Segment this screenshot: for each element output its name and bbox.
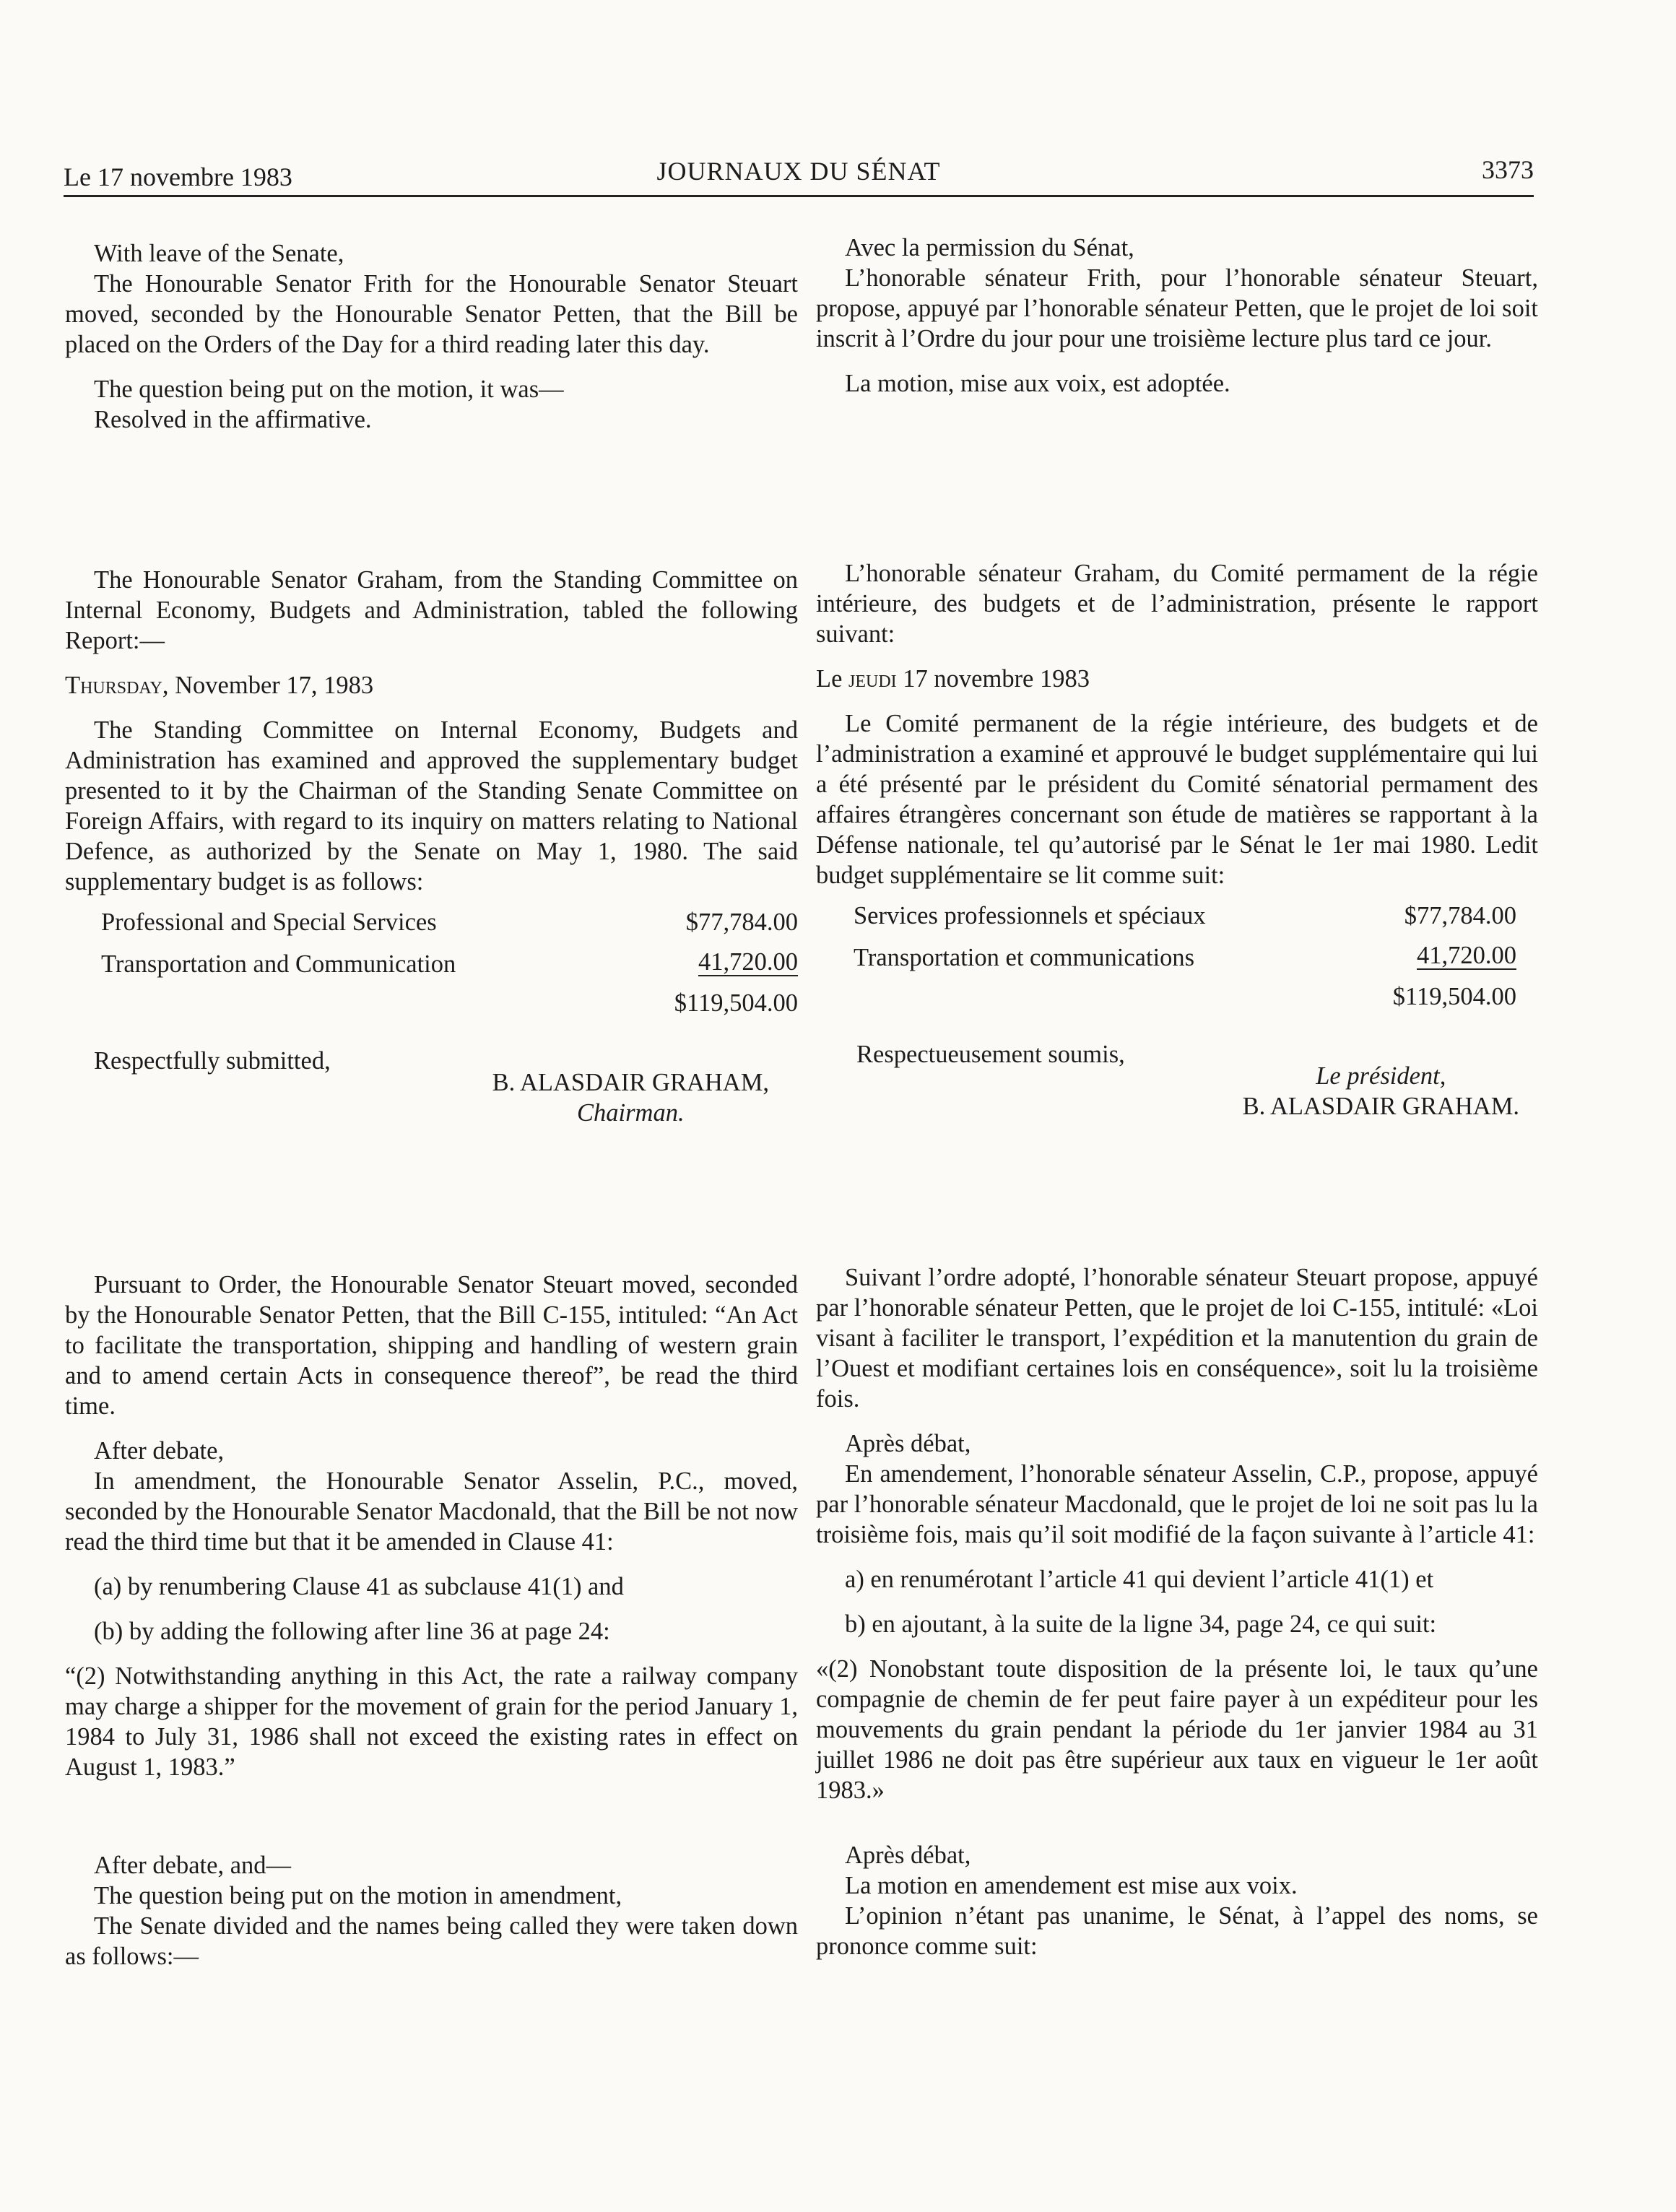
fr-signature-block <box>816 1039 1538 1126</box>
fr-budget-2-label: Transportation et communications <box>854 944 1195 971</box>
en-amendment-a: (a) by renumbering Clause 41 as subclause 41(1) and <box>94 1573 624 1600</box>
fr-report-date <box>816 664 1538 694</box>
fr-section-division <box>816 1840 1538 1961</box>
en-budget-2-label: Transportation and Communication <box>101 950 456 978</box>
en-question-put: The question being put on the motion, it was— <box>94 376 564 403</box>
en-report-body: The Standing Committee on Internal Economy, Budgets and Administration has examined and approved the supplementary budget presented to it by the Chairman of the Standing Senate Committee on Foreign Affairs, with regard to its inquiry on matters relating to National Defence, as authorized by the Senate on May 1, 1980. The said supplementary budget is as follows: <box>65 716 798 895</box>
en-budget-row-2 <box>65 949 798 979</box>
en-budget-total: $119,504.00 <box>674 989 798 1017</box>
en-report-date-rest: November 17, 1983 <box>168 672 374 699</box>
en-budget-1-amount: $77,784.00 <box>685 908 798 936</box>
fr-report-date-pre: Le <box>816 665 849 693</box>
en-question-amendment: The question being put on the motion in amendment, <box>94 1882 622 1909</box>
en-signer: B. ALASDAIR GRAHAM, <box>492 1069 769 1096</box>
fr-amendment-motion: En amendement, l’honorable sénateur Asselin, C.P., propose, appuyé par l’honorable sénateur Macdonald, que le projet de loi ne soit pas lu la troisième fois, mais qu’il soit modifié de la façon suivante à l’article 41: <box>816 1460 1538 1548</box>
fr-bill-motion: Suivant l’ordre adopté, l’honorable sénateur Steuart propose, appuyé par l’honorable sénateur Petten, que le projet de loi C-155, intitulé: «Loi visant à faciliter le transport, l’expédition et la manutention du grain de l’Ouest et modifiant certaines lois en conséquence», soit lu la troisième fois. <box>816 1264 1538 1413</box>
fr-report-intro: L’honorable sénateur Graham, du Comité permament de la régie intérieure, des budgets et de l’administration, présente le rapport suivant: <box>816 560 1538 648</box>
en-amendment-motion: In amendment, the Honourable Senator Asselin, P.C., moved, seconded by the Honourable Senator Macdonald, that the Bill be not now read the third time but that it be amended in Clause 41: <box>65 1467 798 1556</box>
page-header <box>64 155 1534 197</box>
fr-budget-total-row <box>816 981 1538 1012</box>
en-senate-divided: The Senate divided and the names being called they were taken down as follows:— <box>65 1912 798 1970</box>
fr-signer-group <box>1243 1061 1519 1122</box>
en-closing: Respectfully submitted, <box>94 1047 331 1075</box>
fr-after-debate: Après débat, <box>845 1430 971 1457</box>
fr-leave-line: Avec la permission du Sénat, <box>845 234 1134 261</box>
header-date: Le 17 novembre 1983 <box>64 162 292 191</box>
fr-budget-row-1 <box>816 901 1538 931</box>
fr-section-report <box>816 558 1538 1126</box>
fr-signer: B. ALASDAIR GRAHAM. <box>1242 1093 1519 1120</box>
en-budget-2-amount: 41,720.00 <box>698 948 798 976</box>
fr-budget-1-label: Services professionnels et spéciaux <box>854 902 1206 929</box>
fr-budget-total: $119,504.00 <box>1392 983 1516 1010</box>
en-resolved: Resolved in the affirmative. <box>94 406 372 433</box>
fr-amendment-b: b) en ajoutant, à la suite de la ligne 34, page 24, ce qui suit: <box>845 1610 1437 1638</box>
fr-signer-title: Le président, <box>1316 1062 1446 1090</box>
fr-motion-adopted: La motion, mise aux voix, est adoptée. <box>845 370 1230 397</box>
fr-amendment-quote: «(2) Nonobstant toute disposition de la présente loi, le taux qu’une compagnie de chemin de fer peut faire payer à un expéditeur pour les mouvements du grain pendant la période du 1er janvier 1984 au 31 juillet 1986 ne doit pas être supérieur aux taux en vigueur le 1er août 1983.» <box>816 1655 1538 1804</box>
header-title: JOURNAUX DU SÉNAT <box>656 157 941 186</box>
fr-budget-2-amount: 41,720.00 <box>1417 942 1516 969</box>
en-after-debate: After debate, <box>94 1437 225 1465</box>
fr-budget-1-amount: $77,784.00 <box>1404 902 1516 929</box>
en-report-intro: The Honourable Senator Graham, from the Standing Committee on Internal Economy, Budgets and Administration, tabled the following Report:— <box>65 566 798 654</box>
en-report-date <box>65 670 798 701</box>
page-number: 3373 <box>1482 155 1534 184</box>
fr-section-leave <box>816 233 1538 399</box>
en-motion-third-reading: The Honourable Senator Frith for the Honourable Senator Steuart moved, seconded by the Honourable Senator Petten, that the Bill be placed on the Orders of the Day for a third reading later this day. <box>65 270 798 358</box>
fr-senate-divided: L’opinion n’étant pas unanime, le Sénat, à l’appel des noms, se prononce comme suit: <box>816 1902 1538 1960</box>
fr-report-date-day: jeudi <box>848 665 897 693</box>
fr-motion-third-reading: L’honorable sénateur Frith, pour l’honorable sénateur Steuart, propose, appuyé par l’honorable sénateur Petten, que le projet de loi soit inscrit à l’Ordre du jour pour une troisième lecture plus tard ce jour. <box>816 264 1538 352</box>
en-amendment-quote: “(2) Notwithstanding anything in this Act, the rate a railway company may charge a shipper for the movement of grain for the period January 1, 1984 to July 31, 1986 shall not exceed the existing rates in effect on August 1, 1983.” <box>65 1662 798 1781</box>
en-report-date-day: Thursday, <box>65 672 169 699</box>
en-bill-motion: Pursuant to Order, the Honourable Senator Steuart moved, seconded by the Honourable Senator Petten, that the Bill C-155, intituled: “An Act to facilitate the transportation, shipping and handling of western grain and to amend certain Acts in consequence thereof”, be read the third time. <box>65 1271 798 1420</box>
en-budget-1-label: Professional and Special Services <box>101 908 437 936</box>
en-section-division <box>65 1850 798 1972</box>
en-budget-total-row <box>65 988 798 1018</box>
en-after-debate-and: After debate, and— <box>94 1852 292 1879</box>
en-signer-title: Chairman. <box>577 1099 685 1127</box>
en-budget-row-1 <box>65 907 798 937</box>
en-section-bill <box>65 1270 798 1782</box>
fr-closing: Respectueusement soumis, <box>856 1041 1125 1068</box>
fr-report-body: Le Comité permanent de la régie intérieure, des budgets et de l’administration a examiné et approuvé le budget supplémentaire qui lui a été présenté par le président du Comité sénatorial permament des affaires étrangères concernant son étude de matières se rapportant à la Défense nationale, tel qu’autorisé par le Sénat le 1er mai 1980. Ledit budget supplémentaire se lit comme suit: <box>816 710 1538 889</box>
en-section-leave <box>65 238 798 435</box>
en-leave-line: With leave of the Senate, <box>94 240 344 267</box>
fr-after-debate-2: Après débat, <box>845 1842 971 1869</box>
fr-budget-row-2 <box>816 942 1538 973</box>
fr-amendment-a: a) en renumérotant l’article 41 qui devient l’article 41(1) et <box>845 1566 1434 1593</box>
en-section-report <box>65 565 798 1132</box>
en-signature-block <box>65 1046 798 1132</box>
fr-motion-amendment-vote: La motion en amendement est mise aux voix. <box>845 1872 1298 1899</box>
en-signer-group <box>492 1067 769 1128</box>
fr-section-bill <box>816 1262 1538 1805</box>
fr-report-date-rest: 17 novembre 1983 <box>896 665 1090 693</box>
en-amendment-b: (b) by adding the following after line 36 at page 24: <box>94 1618 610 1645</box>
